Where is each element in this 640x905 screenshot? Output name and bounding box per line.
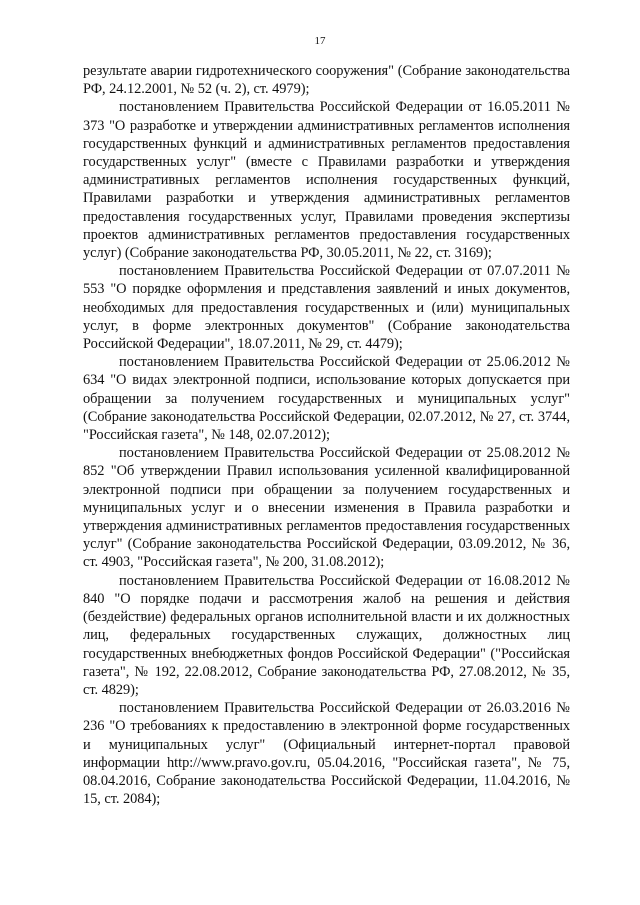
paragraph-7: постановлением Правительства Российской Федерации от 26.03.2016 № 236 "О требованиях к предоставлению в электронной форме государственных и муниципальных услуг" (Официальный интернет-портал правовой информации http://www.pravo.gov.ru, 05.04.2016, "Российская газета", № 75, 08.04.2016, Собрание законодательства Российской Федерации, 11.04.2016, № 15, ст. 2084); xyxy=(83,700,570,808)
paragraph-5: постановлением Правительства Российской Федерации от 25.08.2012 № 852 "Об утверждении Правил использования усиленной квалифицированной электронной подписи при обращении за получением государственных и муниципальных услуг и о внесении изменения в Правила разработки и утверждения административных регламентов предоставления государственных услуг" (Собрание законодательства Российской Федерации, 03.09.2012, № 36, ст. 4903, "Российская газета", № 200, 31.08.2012); xyxy=(83,445,570,571)
paragraph-3: постановлением Правительства Российской Федерации от 07.07.2011 № 553 "О порядке оформления и представления заявлений и иных документов, необходимых для предоставления государственных и (или) муниципальных услуг, в форме электронных документов" (Собрание законодательства Российской Федерации", 18.07.2011, № 29, ст. 4479); xyxy=(83,263,570,353)
paragraph-2: постановлением Правительства Российской Федерации от 16.05.2011 № 373 "О разработке и утверждении административных регламентов исполнения государственных функций и административных регламентов предоставления государственных услуг" (вместе с Правилами разработки и утверждения административных регламентов исполнения государственных функций, Правилами разработки и утверждения административных регламентов предоставления государственных услуг, Правилами проведения экспертизы проектов административных регламентов предоставления государственных услуг) (Собрание законодательства РФ, 30.05.2011, № 22, ст. 3169); xyxy=(83,99,570,262)
paragraph-4: постановлением Правительства Российской Федерации от 25.06.2012 № 634 "О видах электронной подписи, использование которых допускается при обращении за получением государственных и муниципальных услуг" (Собрание законодательства Российской Федерации, 02.07.2012, № 27, ст. 3744, "Российская газета", № 148, 02.07.2012); xyxy=(83,354,570,444)
paragraph-1: результате аварии гидротехнического сооружения" (Собрание законодательства РФ, 24.12.2001, № 52 (ч. 2), ст. 4979); xyxy=(83,63,570,98)
page-number: 17 xyxy=(314,35,326,47)
document-body xyxy=(83,62,570,808)
paragraph-6: постановлением Правительства Российской Федерации от 16.08.2012 № 840 "О порядке подачи и рассмотрения жалоб на решения и действия (бездействие) федеральных органов исполнительной власти и их должностных лиц, федеральных государственных служащих, должностных лиц государственных внебюджетных фондов Российской Федерации" ("Российская газета", № 192, 22.08.2012, Собрание законодательства РФ, 27.08.2012, № 35, ст. 4829); xyxy=(83,572,570,698)
